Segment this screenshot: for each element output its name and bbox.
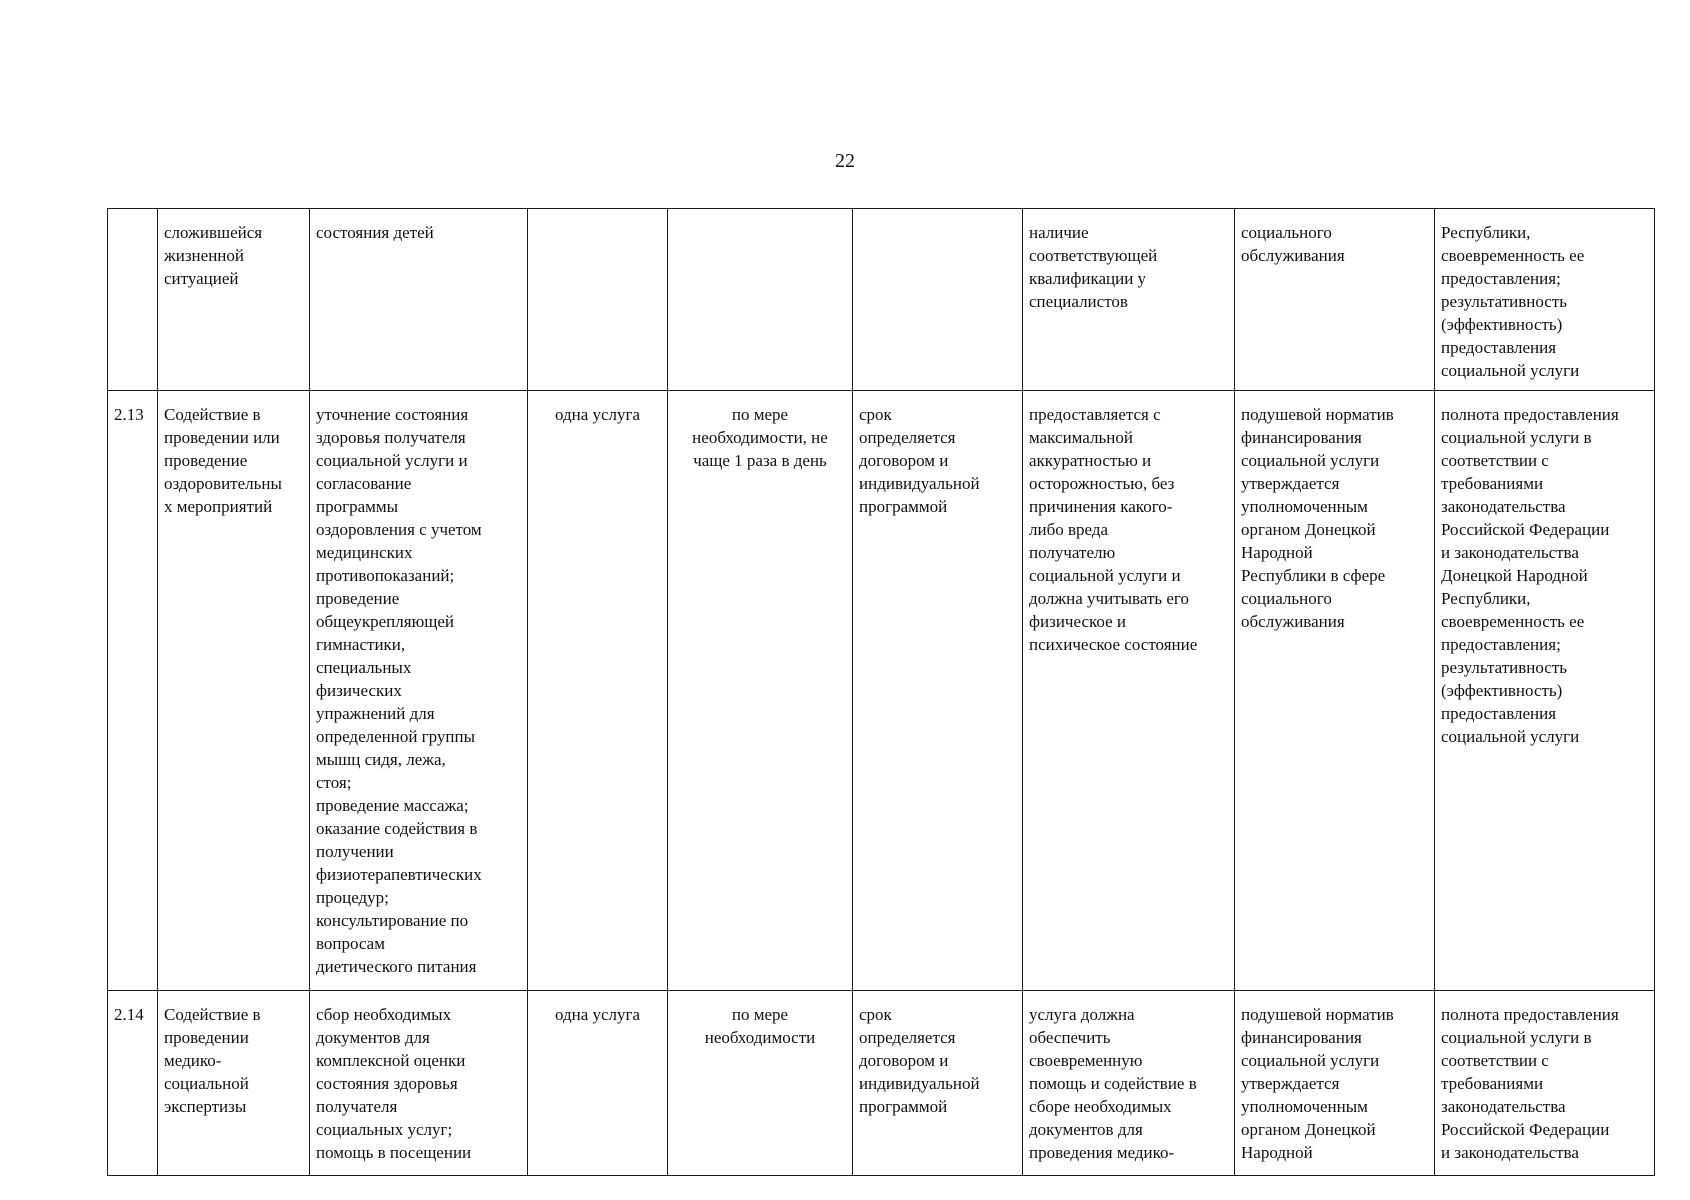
cell-quality: полнота предоставления социальной услуги в соответствии с требованиями законодательства Российской Федерации и законодательства Донецкой Народной Республики, своевременность ее предоставления; результативность (эффективность) предоставления социальной услуги xyxy=(1435,391,1655,991)
cell-quality: Республики, своевременность ее предоставления; результативность (эффективность) предоставления социальной услуги xyxy=(1435,209,1655,391)
cell-funding: подушевой норматив финансирования социальной услуги утверждается уполномоченным органом Донецкой Народной Республики в сфере социального обслуживания xyxy=(1235,391,1435,991)
cell-service-content: состояния детей xyxy=(310,209,528,391)
cell-quality: полнота предоставления социальной услуги в соответствии с требованиями законодательства Российской Федерации и законодательства xyxy=(1435,991,1655,1176)
cell-funding: социального обслуживания xyxy=(1235,209,1435,391)
cell-term xyxy=(853,209,1023,391)
cell-service-name: Содействие в проведении медико- социальной экспертизы xyxy=(158,991,310,1176)
cell-unit xyxy=(528,209,668,391)
table-row xyxy=(108,391,1655,991)
cell-service-content: сбор необходимых документов для комплексной оценки состояния здоровья получателя социальных услуг; помощь в посещении xyxy=(310,991,528,1176)
services-table xyxy=(107,208,1655,1176)
cell-service-content: уточнение состояния здоровья получателя социальной услуги и согласование программы оздоровления с учетом медицинских противопоказаний; проведение общеукрепляющей гимнастики, специальных физических упражнений для определенной группы мышц сидя, лежа, стоя; проведение массажа; оказание содействия в получении физиотерапевтических процедур; консультирование по вопросам диетического питания xyxy=(310,391,528,991)
cell-funding: подушевой норматив финансирования социальной услуги утверждается уполномоченным органом Донецкой Народной xyxy=(1235,991,1435,1176)
cell-frequency: по мере необходимости, не чаще 1 раза в день xyxy=(668,391,853,991)
table-row xyxy=(108,209,1655,391)
cell-number: 2.13 xyxy=(108,391,158,991)
cell-service-name: Содействие в проведении или проведение оздоровительны х мероприятий xyxy=(158,391,310,991)
cell-number xyxy=(108,209,158,391)
cell-frequency: по мере необходимости xyxy=(668,991,853,1176)
cell-term: срок определяется договором и индивидуальной программой xyxy=(853,991,1023,1176)
cell-unit: одна услуга xyxy=(528,391,668,991)
cell-number: 2.14 xyxy=(108,991,158,1176)
cell-conditions: наличие соответствующей квалификации у специалистов xyxy=(1023,209,1235,391)
cell-conditions: услуга должна обеспечить своевременную помощь и содействие в сборе необходимых документов для проведения медико- xyxy=(1023,991,1235,1176)
cell-unit: одна услуга xyxy=(528,991,668,1176)
page-number: 22 xyxy=(835,150,855,172)
cell-frequency xyxy=(668,209,853,391)
cell-conditions: предоставляется с максимальной аккуратностью и осторожностью, без причинения какого- либо вреда получателю социальной услуги и должна учитывать его физическое и психическое состояние xyxy=(1023,391,1235,991)
cell-service-name: сложившейся жизненной ситуацией xyxy=(158,209,310,391)
table-row xyxy=(108,991,1655,1176)
cell-term: срок определяется договором и индивидуальной программой xyxy=(853,391,1023,991)
